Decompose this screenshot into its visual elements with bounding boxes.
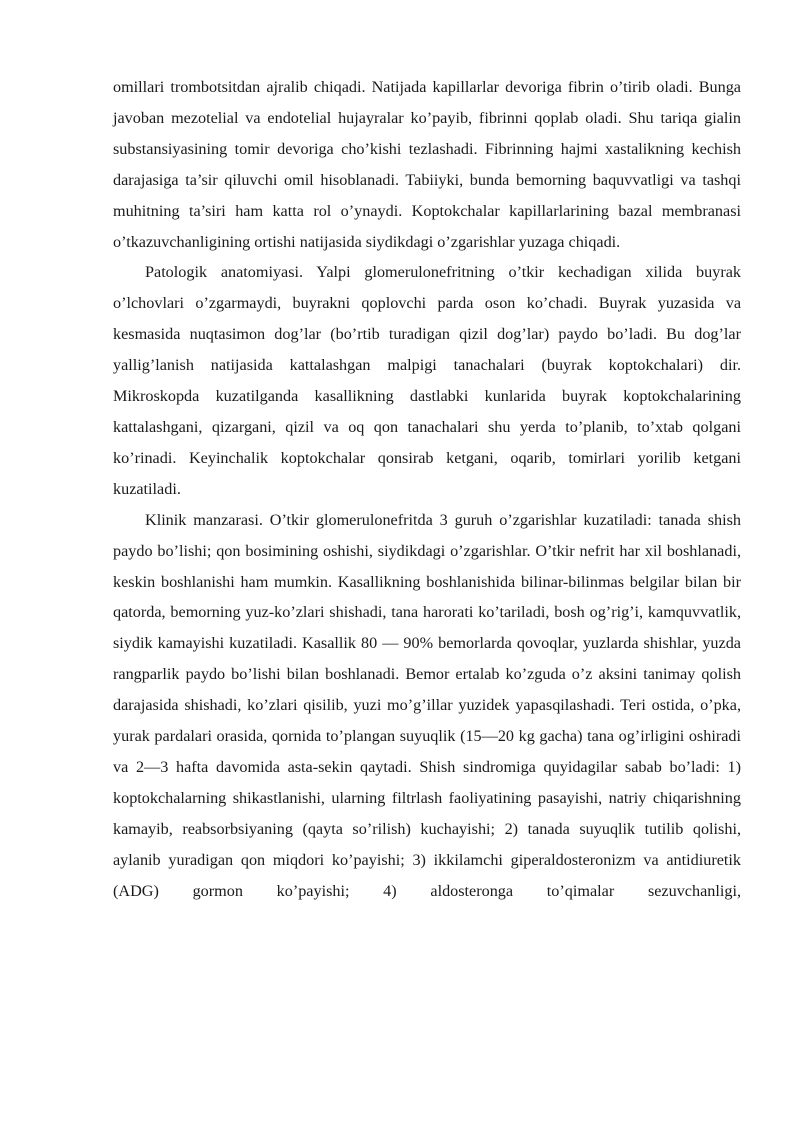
paragraph-clinical-picture: Klinik manzarasi. O’tkir glomerulonefritda 3 guruh o’zgarishlar kuzatiladi: tanada shish paydo bo’lishi; qon bosimining oshishi, siydikdagi o’zgarishlar. O’tkir nefrit har xil boshlanadi, keskin boshlanishi ham mumkin. Kasallikning boshlanishida bilinar-bilinmas belgilar bilan bir qatorda, bemorning yuz-ko’zlari shishadi, tana harorati ko’tariladi, bosh og’rig’i, kamquvvatlik, siydik kamayishi kuzatiladi. Kasallik 80 — 90% bemorlarda qovoqlar, yuzlarda shishlar, yuzda rangparlik paydo bo’lishi bilan boshlanadi. Bemor ertalab ko’zguda o’z aksini tanimay qolish darajasida shishadi, ko’zlari qisilib, yuzi mo’g’illar yuzidek yapasqilashadi. Teri ostida, o’pka, yurak pardalari orasida, qornida to’plangan suyuqlik (15—20 kg gacha) tana og’irligini oshiradi va 2—3 hafta davomida asta-sekin qaytadi. Shish sindromiga quyidagilar sabab bo’ladi: 1) koptokchalarning shikastlanishi, ularning filtrlash faoliyatining pasayishi, natriy chiqarishning kamayib, reabsorbsiyaning (qayta so’rilish) kuchayishi; 2) tanada suyuqlik tutilib qolishi, aylanib yuradigan qon miqdori ko’payishi; 3) ikkilamchi giperaldosteronizm va antidiuretik (ADG) gormon ko’payishi; 4) aldosteronga to’qimalar sezuvchanligi, [113, 510, 741, 900]
paragraph-pathological-anatomy: Patologik anatomiyasi. Yalpi glomerulonefritning o’tkir kechadigan xilida buyrak o’lchovlari o’zgarmaydi, buyrakni qoplovchi parda oson ko’chadi. Buyrak yuzasida va kesmasida nuqtasimon dog’lar (bo’rtib turadigan qizil dog’lar) paydo bo’ladi. Bu dog’lar yallig’lanish natijasida kattalashgan malpigi tanachalari (buyrak koptokchalari) dir. Mikroskopda kuzatilganda kasallikning dastlabki kunlarida buyrak koptokchalarining kattalashgani, qizargani, qizil va oq qon tanachalari shu yerda to’planib, to’xtab qolgani ko’rinadi. Keyinchalik koptokchalar qonsirab ketgani, oqarib, tomirlari yorilib ketgani kuzatiladi. [113, 263, 741, 498]
paragraph-continuation: omillari trombotsitdan ajralib chiqadi. Natijada kapillarlar devoriga fibrin o’tirib oladi. Bunga javoban mezotelial va endotelial hujayralar ko’payib, fibrinni qoplab oladi. Shu tariqa gialin substansiyasining tomir devoriga cho’kishi tezlashadi. Fibrinning hajmi xastalikning kechish darajasiga ta’sir qiluvchi omil hisoblanadi. Tabiiyki, bunda bemorning baquvvatligi va tashqi muhitning ta’siri ham katta rol o’ynaydi. Koptokchalar kapillarlarining bazal membranasi o’tkazuvchanligining ortishi natijasida siydikdagi o’zgarishlar yuzaga chiqadi. [113, 78, 741, 251]
document-page [113, 72, 741, 906]
